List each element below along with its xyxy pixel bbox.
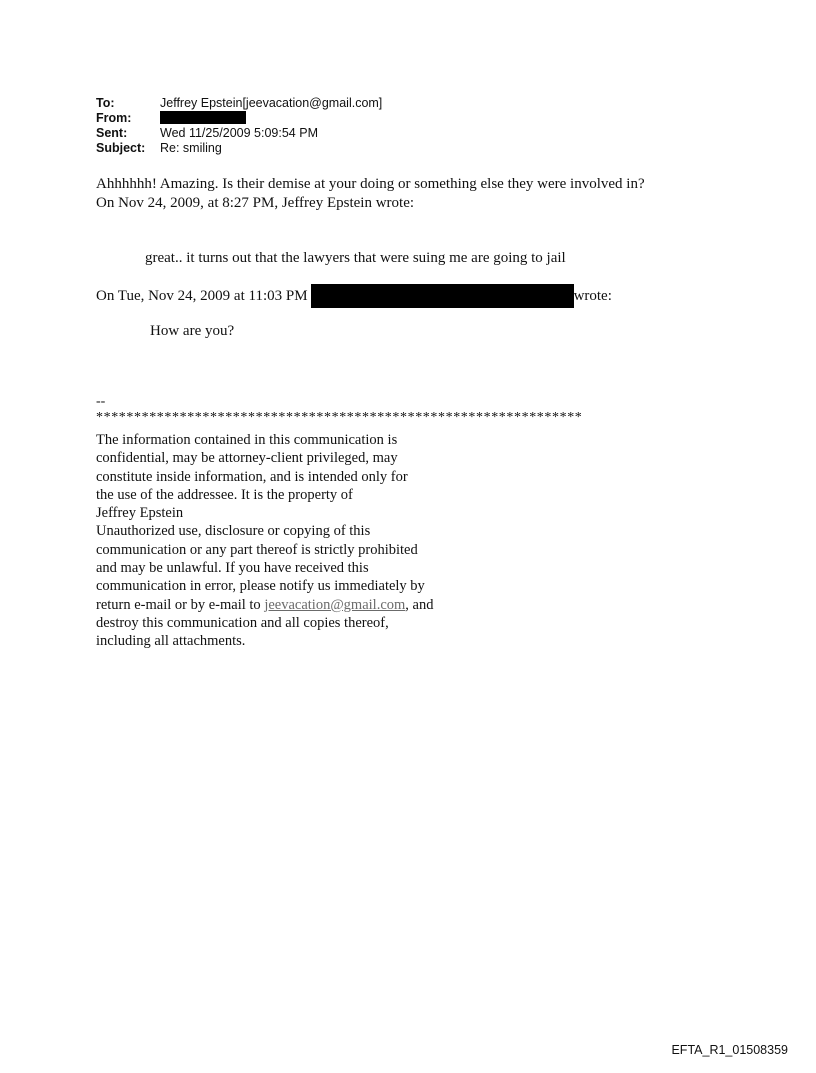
notice-line: Jeffrey Epstein <box>96 505 184 522</box>
wrote-line <box>96 284 612 308</box>
to-value: Jeffrey Epstein[jeevacation@gmail.com] <box>160 96 383 110</box>
document-id: EFTA_R1_01508359 <box>671 1043 788 1057</box>
wrote-prefix: On Tue, Nov 24, 2009 at 11:03 PM <box>96 287 308 304</box>
wrote-suffix: wrote: <box>573 287 612 304</box>
reply-text <box>96 175 645 212</box>
signature-separator <box>96 394 582 426</box>
redaction-bar <box>311 284 574 308</box>
notice-line: constitute inside information, and is intended only for <box>96 468 408 485</box>
quoted-message: great.. it turns out that the lawyers that were suing me are going to jail <box>145 250 566 266</box>
email-link[interactable]: jeevacation@gmail.com <box>264 596 406 613</box>
notice-line: and may be unlawful. If you have received this <box>96 560 369 577</box>
confidentiality-notice <box>96 431 433 651</box>
email-prefix: return e-mail or by e-mail to <box>96 596 265 613</box>
sent-label: Sent: <box>96 126 128 140</box>
reply-line: Ahhhhhh! Amazing. Is their demise at your doing or something else they were involved in? <box>96 176 645 192</box>
sent-value: Wed 11/25/2009 5:09:54 PM <box>160 126 318 140</box>
email-suffix: , and <box>405 596 434 613</box>
notice-line: including all attachments. <box>96 633 246 650</box>
notice-line: destroy this communication and all copies thereof, <box>96 614 389 631</box>
subject-row <box>96 141 382 156</box>
notice-line: communication or any part thereof is strictly prohibited <box>96 541 418 558</box>
sent-row <box>96 126 382 141</box>
to-label: To: <box>96 96 115 110</box>
notice-line <box>96 596 433 614</box>
to-row <box>96 96 382 111</box>
notice-line: communication in error, please notify us immediately by <box>96 578 425 595</box>
subject-value: Re: smiling <box>160 141 222 155</box>
redaction-bar <box>160 111 246 124</box>
notice-line: confidential, may be attorney-client privileged, may <box>96 450 398 467</box>
quote-intro-line: On Nov 24, 2009, at 8:27 PM, Jeffrey Epstein wrote: <box>96 194 415 211</box>
signature-stars: **************************************************************** <box>96 410 583 425</box>
notice-line: The information contained in this communication is <box>96 432 398 448</box>
from-label: From: <box>96 111 132 125</box>
question-text: How are you? <box>150 323 235 339</box>
signature-dashes: -- <box>96 394 106 409</box>
notice-line: Unauthorized use, disclosure or copying of this <box>96 523 371 540</box>
from-row <box>96 111 382 126</box>
notice-line: the use of the addressee. It is the property of <box>96 486 353 503</box>
subject-label: Subject: <box>96 141 146 155</box>
email-header <box>96 96 382 156</box>
